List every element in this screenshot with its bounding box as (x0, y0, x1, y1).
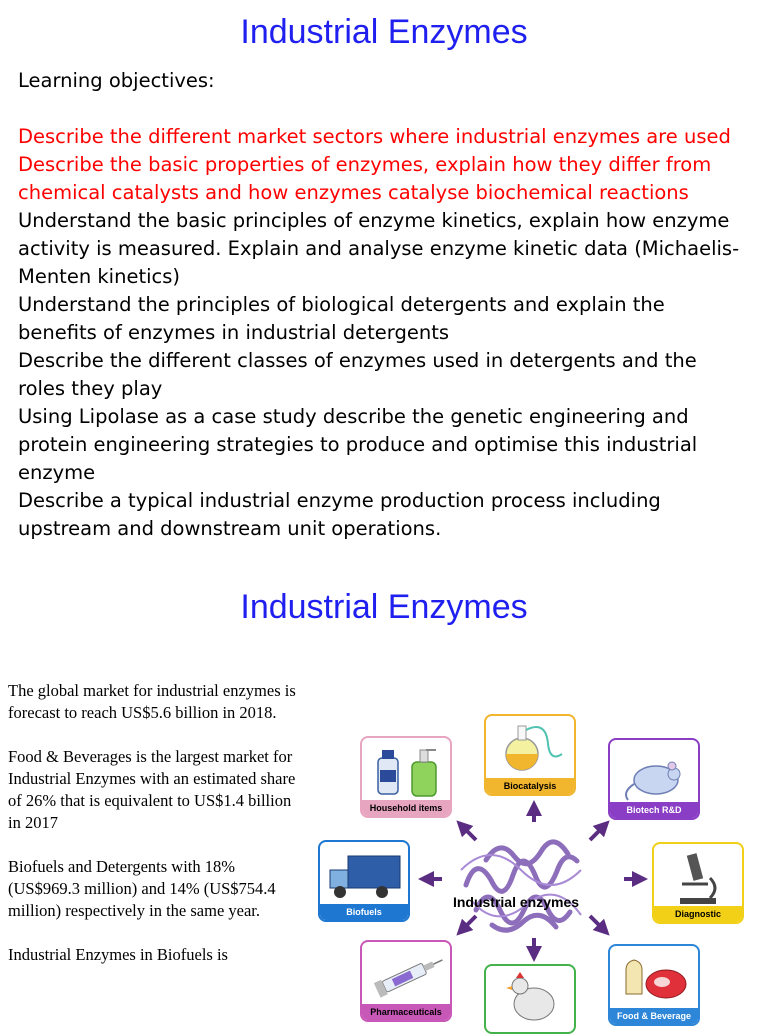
objective-item: Describe the different market sectors where industrial enzymes are used (18, 125, 731, 148)
sector-label-food: Food & Beverage (610, 1008, 698, 1024)
objective-item: Describe the basic properties of enzymes, explain how they differ from chemical catalysts and how enzymes catalyse biochemical reactions (18, 153, 712, 204)
sector-card-household (360, 736, 452, 818)
sector-label-pharma: Pharmaceuticals (362, 1004, 450, 1020)
sector-label-biocatalysis: Biocatalysis (486, 778, 574, 794)
chicken-icon (492, 970, 572, 1028)
arrow-upright-icon (590, 826, 604, 840)
objective-item: Understand the basic principles of enzyme kinetics, explain how enzyme activity is measured. Explain and analyse enzyme kinetic data (Michaelis-Menten kinetics) (18, 209, 740, 288)
sector-label-biotech: Biotech R&D (610, 802, 698, 818)
arrow-downleft-icon (462, 916, 476, 930)
flask-icon (492, 720, 572, 778)
mouse-icon (616, 744, 696, 802)
fact-paragraph: The global market for industrial enzymes is forecast to reach US$5.6 billion in 2018. (8, 681, 296, 722)
sector-card-biocatalysis (484, 714, 576, 796)
enzyme-sectors-diagram (316, 712, 756, 1024)
objective-item: Describe the different classes of enzymes used in detergents and the roles they play (18, 349, 697, 400)
sector-label-diagnostic: Diagnostic (654, 906, 742, 922)
fact-paragraph: Industrial Enzymes in Biofuels is (8, 945, 228, 964)
learning-objectives-label: Learning objectives: (18, 69, 215, 92)
slide2-title: Industrial Enzymes (240, 588, 528, 626)
household-bottles-icon (368, 742, 448, 800)
sector-card-pharma (360, 940, 452, 1022)
fact-paragraph: Biofuels and Detergents with 18% (US$969.3 million) and 14% (US$754.4 million) respectively in the same year. (8, 857, 276, 920)
arrow-downright-icon (590, 916, 604, 930)
sector-label-biofuels: Biofuels (320, 904, 408, 920)
food-icon (616, 950, 696, 1008)
sector-label-household: Household items (362, 800, 450, 816)
truck-icon (326, 846, 406, 904)
fact-paragraph: Food & Beverages is the largest market for Industrial Enzymes with an estimated share of 26% that is equivalent to US$1.4 billion in 2017 (8, 747, 296, 832)
diagram-center-label: Industrial enzymes (452, 894, 580, 910)
sector-card-biotech (608, 738, 700, 820)
objective-item: Describe a typical industrial enzyme production process including upstream and downstream unit operations. (18, 489, 661, 540)
arrow-upleft-icon (462, 826, 476, 840)
syringe-icon (368, 946, 448, 1004)
market-facts (8, 680, 308, 988)
objective-item: Using Lipolase as a case study describe the genetic engineering and protein engineering strategies to produce and optimise this industrial enzyme (18, 405, 698, 484)
sector-card-food (608, 944, 700, 1026)
slide1-title: Industrial Enzymes (240, 13, 528, 51)
sector-card-biofuels (318, 840, 410, 922)
objective-item: Understand the principles of biological detergents and explain the benefits of enzymes in industrial detergents (18, 293, 665, 344)
sector-card-diagnostic (652, 842, 744, 924)
objectives-list (18, 123, 748, 543)
microscope-icon (660, 848, 740, 906)
